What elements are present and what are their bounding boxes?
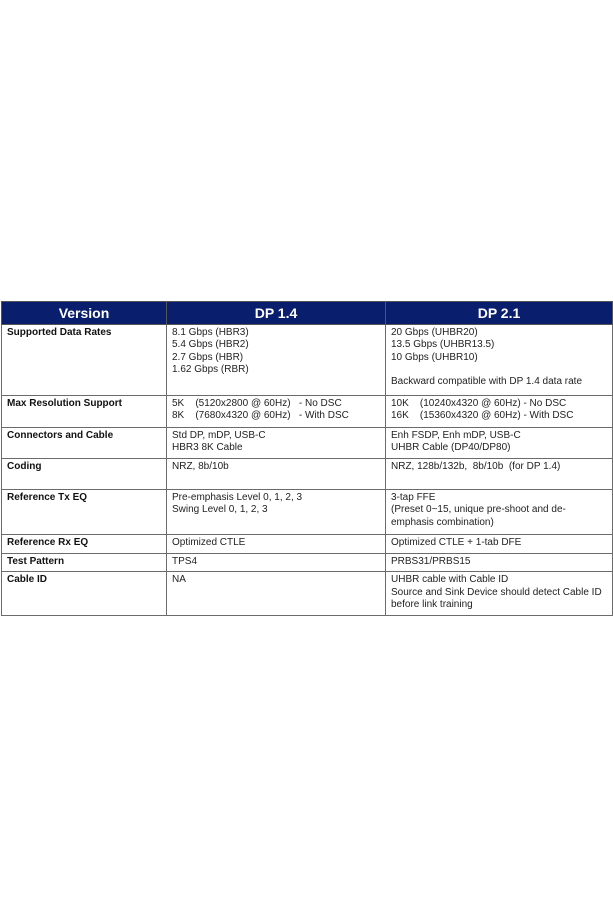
dp14-cell [167, 459, 386, 490]
cell-line: 8.1 Gbps (HBR3) [172, 327, 249, 338]
feature-cell: Test Pattern [2, 554, 167, 572]
comparison-table [1, 301, 613, 616]
table-row [2, 572, 613, 616]
cell-line: UHBR cable with Cable ID [391, 574, 509, 586]
cell-line: NRZ, 8b/10b [172, 461, 229, 472]
dp14-cell [167, 428, 386, 459]
dp14-cell [167, 572, 386, 616]
dp21-cell [386, 554, 613, 572]
cell-line: 13.5 Gbps (UHBR13.5) [391, 339, 495, 351]
dp14-cell [167, 396, 386, 428]
cell-line: 5K (5120x2800 @ 60Hz) - No DSC [172, 398, 342, 409]
table-row [2, 325, 613, 396]
cell-line: 16K (15360x4320 @ 60Hz) - With DSC [391, 410, 574, 422]
cell-line: Optimized CTLE [172, 537, 246, 548]
cell-line: Enh FSDP, Enh mDP, USB-C [391, 430, 521, 441]
cell-line: 5.4 Gbps (HBR2) [172, 339, 249, 351]
cell-note: Backward compatible with DP 1.4 data rate [391, 376, 583, 388]
cell-line: Swing Level 0, 1, 2, 3 [172, 504, 268, 516]
cell-line: Source and Sink Device should detect Cable ID before link training [391, 586, 602, 611]
table-row [2, 535, 613, 554]
cell-line: (Preset 0~15, unique pre-shoot and de-emphasis combination) [391, 504, 566, 528]
header-dp14: DP 1.4 [167, 302, 386, 325]
dp14-cell [167, 490, 386, 535]
cell-line: Optimized CTLE + 1-tab DFE [391, 537, 522, 548]
cell-line: Std DP, mDP, USB-C [172, 430, 266, 441]
cell-line: 1.62 Gbps (RBR) [172, 364, 249, 376]
cell-line: 10 Gbps (UHBR10) [391, 351, 478, 363]
header-version: Version [2, 302, 167, 325]
cell-line: TPS4 [172, 556, 198, 567]
cell-line: NRZ, 128b/132b, 8b/10b (for DP 1.4) [391, 461, 561, 472]
feature-cell: Reference Tx EQ [2, 490, 167, 535]
dp21-cell [386, 459, 613, 490]
dp14-cell [167, 325, 386, 396]
cell-line: PRBS31/PRBS15 [391, 556, 471, 567]
dp14-cell [167, 535, 386, 554]
feature-cell: Cable ID [2, 572, 167, 616]
cell-line: 8K (7680x4320 @ 60Hz) - With DSC [172, 410, 349, 422]
dp21-cell [386, 535, 613, 554]
feature-cell: Reference Rx EQ [2, 535, 167, 554]
table-row [2, 396, 613, 428]
dp21-cell [386, 428, 613, 459]
table-row [2, 554, 613, 572]
cell-line: 20 Gbps (UHBR20) [391, 327, 478, 338]
feature-cell: Supported Data Rates [2, 325, 167, 396]
cell-line: 3-tap FFE [391, 492, 436, 503]
dp21-cell [386, 396, 613, 428]
dp21-cell [386, 490, 613, 535]
dp21-cell [386, 325, 613, 396]
feature-cell: Connectors and Cable [2, 428, 167, 459]
feature-cell: Max Resolution Support [2, 396, 167, 428]
cell-line: HBR3 8K Cable [172, 442, 243, 454]
cell-line: Pre-emphasis Level 0, 1, 2, 3 [172, 492, 303, 503]
table-row [2, 459, 613, 490]
header-dp21: DP 2.1 [386, 302, 613, 325]
header-row [2, 302, 613, 325]
dp21-cell [386, 572, 613, 616]
cell-line: 2.7 Gbps (HBR) [172, 351, 244, 363]
feature-cell: Coding [2, 459, 167, 490]
table-row [2, 490, 613, 535]
dp14-cell [167, 554, 386, 572]
table-row [2, 428, 613, 459]
cell-line: 10K (10240x4320 @ 60Hz) - No DSC [391, 398, 567, 409]
cell-line: NA [172, 574, 186, 586]
cell-line: UHBR Cable (DP40/DP80) [391, 442, 511, 454]
